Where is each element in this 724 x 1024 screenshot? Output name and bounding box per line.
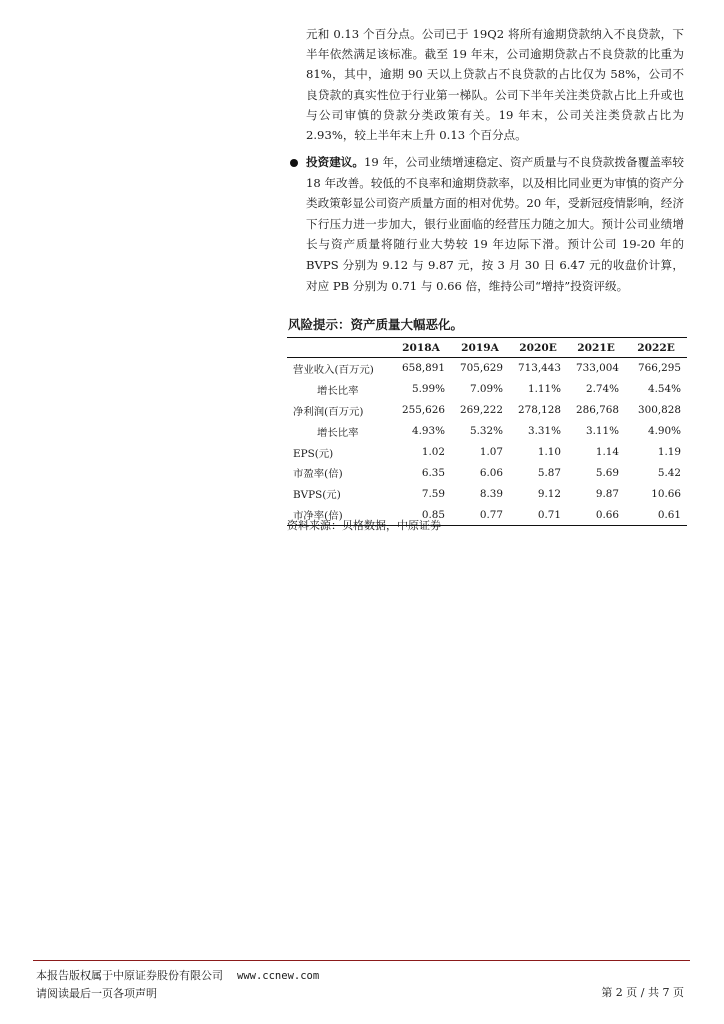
table-header-cell <box>287 338 391 358</box>
table-cell: 0.77 <box>451 504 509 525</box>
table-header-cell: 2019A <box>451 338 509 358</box>
table-row <box>287 400 687 421</box>
row-label: 净利润(百万元) <box>293 405 364 418</box>
investment-advice-lead: 投资建议。 <box>306 155 364 169</box>
table-cell: 6.06 <box>479 466 503 479</box>
financial-forecast-table <box>287 337 687 526</box>
risk-warning-text: 资产质量大幅恶化。 <box>350 317 464 332</box>
table-cell: 2.74% <box>585 383 619 396</box>
table-cell: 286,768 <box>576 404 619 417</box>
table-cell: 0.85 <box>391 504 451 525</box>
table-cell: 5.42 <box>657 466 681 479</box>
row-label: 市净率(倍) <box>287 504 391 525</box>
table-cell: 300,828 <box>638 404 681 417</box>
investment-advice-bullet <box>290 152 684 296</box>
table-cell: 278,128 <box>518 404 561 417</box>
intro-paragraph: 元和 0.13 个百分点。公司已于 19Q2 将所有逾期贷款纳入不良贷款，下半年依然满足该标准。截至 19 年末，公司逾期贷款占不良贷款的比重为 81%，其中，逾期 90 天以上贷款占不良贷款的占比仅为 58%，公司不良贷款的真实性位于行业第一梯队。公司下半年关注类贷款占比上升或也与公司审慎的贷款分类政策有关。19 年末，公司关注类贷款占比为 2.93%，较上半年末上升 0.13 个百分点。 <box>306 27 684 143</box>
table-cell: 4.93% <box>411 425 445 438</box>
row-label: 增长比率 <box>317 384 359 397</box>
table-cell: 5.87 <box>537 466 561 479</box>
footer-copyright: 本报告版权属于中原证券股份有限公司 <box>36 969 223 982</box>
footer-disclaimer: 请阅读最后一页各项声明 <box>36 987 157 1000</box>
table-cell: 9.87 <box>595 487 619 500</box>
table-cell: 4.90% <box>647 425 681 438</box>
table-cell: 5.99% <box>411 383 445 396</box>
bullet-dot-icon <box>290 159 298 167</box>
table-cell: 9.12 <box>537 487 561 500</box>
table-row <box>287 442 687 463</box>
table-cell: 5.32% <box>469 425 503 438</box>
page-number: 第 2 页 / 共 7 页 <box>601 986 684 999</box>
table-cell: 8.39 <box>479 487 503 500</box>
table-cell: 4.54% <box>647 383 681 396</box>
table-body <box>287 358 687 526</box>
table-source-note: 资料来源：贝格数据，中原证券 <box>287 519 441 532</box>
table-row <box>287 421 687 442</box>
table-cell: 6.35 <box>421 466 445 479</box>
footer-left <box>36 967 319 1002</box>
row-label: 营业收入(百万元) <box>293 363 374 376</box>
table-header-cell: 2022E <box>625 338 687 358</box>
table-cell: 1.14 <box>595 446 619 458</box>
footer-website-link[interactable]: www.ccnew.com <box>237 970 320 982</box>
table-cell: 733,004 <box>576 362 619 375</box>
table-cell: 658,891 <box>402 362 445 375</box>
table-cell: 1.19 <box>657 446 681 458</box>
table-cell: 255,626 <box>402 404 445 417</box>
table-cell: 705,629 <box>460 362 503 375</box>
table-cell: 1.02 <box>421 446 445 458</box>
table-cell: 3.11% <box>585 425 619 438</box>
row-label: 增长比率 <box>317 426 359 439</box>
table-cell: 0.61 <box>625 504 687 525</box>
row-label: EPS(元) <box>293 447 334 460</box>
table-row <box>287 379 687 400</box>
table-cell: 766,295 <box>638 362 681 375</box>
table-row <box>287 358 687 379</box>
risk-warning-label: 风险提示： <box>288 317 351 332</box>
row-label: BVPS(元) <box>293 489 341 502</box>
table-header-cell: 2021E <box>567 338 625 358</box>
table-cell: 7.59 <box>421 487 445 500</box>
table-cell: 1.10 <box>537 446 561 458</box>
table-cell: 1.07 <box>479 446 503 458</box>
table-cell: 7.09% <box>469 383 503 396</box>
table-cell: 269,222 <box>460 404 503 417</box>
table-row <box>287 483 687 504</box>
risk-warning <box>288 315 463 333</box>
footer-divider <box>33 960 690 961</box>
investment-advice-text <box>306 152 684 296</box>
table-header-cell: 2020E <box>509 338 567 358</box>
table-cell: 713,443 <box>518 362 561 375</box>
table-cell: 0.66 <box>567 504 625 525</box>
table-cell: 10.66 <box>651 487 681 500</box>
investment-advice-body: 19 年，公司业绩增速稳定、资产质量与不良贷款拨备覆盖率较 18 年改善。较低的不良率和逾期贷款率，以及相比同业更为审慎的资产分类政策彰显公司资产质量方面的相对优势。20 年，受新冠疫情影响，经济下行压力进一步加大，银行业面临的经营压力随之加大。预计公司业绩增长与资产质量将随行业大势较 19 年边际下滑。预计公司 19-20 年的 BVPS 分别为 9.12 与 9.87 元，按 3 月 30 日 6.47 元的收盘价计算，对应 PB 分别为 0.71 与 0.66 倍，维持公司“增持”投资评级。 <box>306 155 684 293</box>
table-cell: 1.11% <box>527 383 561 396</box>
table-cell: 5.69 <box>595 466 619 479</box>
row-label: 市盈率(倍) <box>293 468 343 481</box>
table-cell: 0.71 <box>509 504 567 525</box>
table-header-row <box>287 338 687 358</box>
table-header-cell: 2018A <box>391 338 451 358</box>
table-row <box>287 462 687 483</box>
table-cell: 3.31% <box>527 425 561 438</box>
